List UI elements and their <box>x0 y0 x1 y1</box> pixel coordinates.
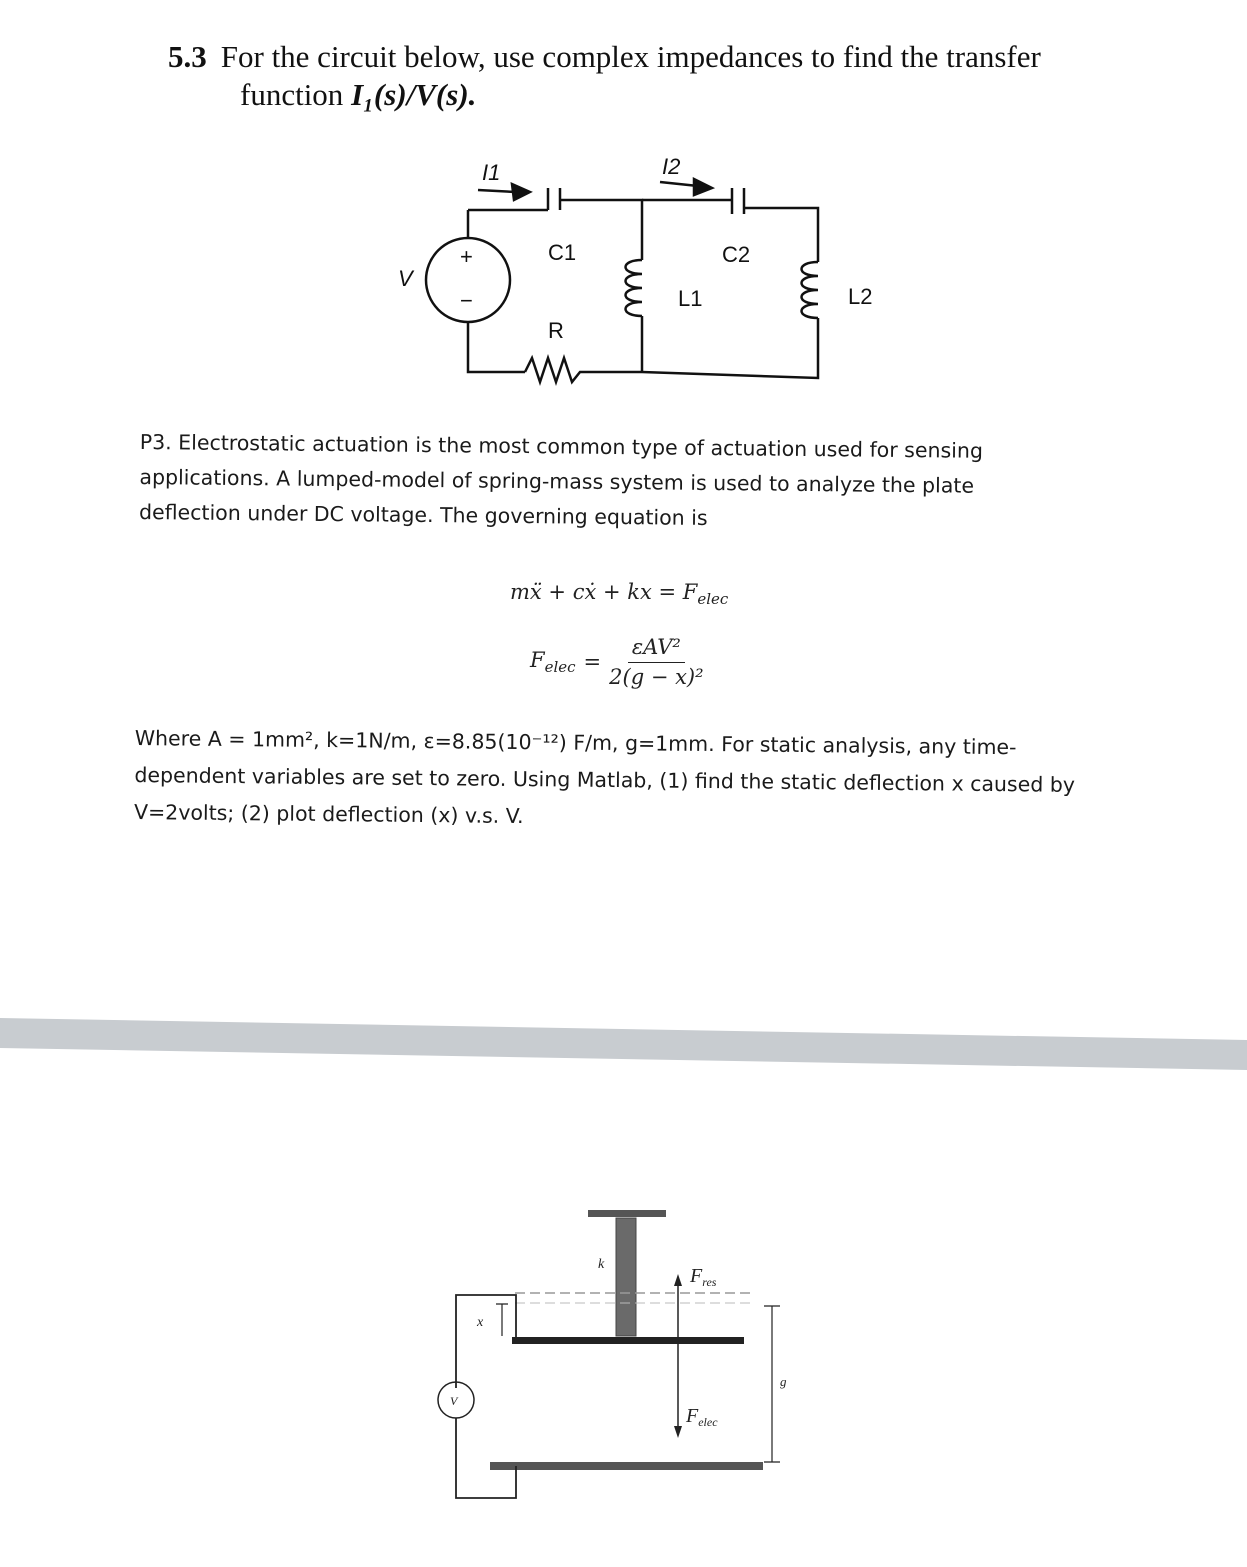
label-plus: + <box>460 244 473 269</box>
g-dimension <box>764 1306 780 1462</box>
equation2-equals: = <box>583 650 602 674</box>
problem-5-3-text: For the circuit below, use complex impedances to find the transfer <box>220 39 1041 74</box>
label-f-elec: F <box>686 1405 699 1427</box>
x-dimension <box>496 1304 508 1336</box>
equation2-denominator: 2(g − x)² <box>609 665 704 689</box>
fixed-plate <box>490 1462 763 1470</box>
capacitor-c1 <box>548 188 560 210</box>
label-i2: I2 <box>662 154 681 179</box>
function-word: function <box>240 77 344 112</box>
label-l1: L1 <box>678 286 703 311</box>
problem-5-3 <box>168 38 1108 114</box>
equation2-lhs: F <box>530 647 545 672</box>
label-k: k <box>598 1257 605 1272</box>
label-v: V <box>398 266 413 291</box>
resistor <box>525 358 642 382</box>
transfer-function-expression: I₁(s)/V(s). <box>351 77 477 112</box>
label-c2: C2 <box>722 242 751 267</box>
label-l2: L2 <box>848 284 873 309</box>
label-v-source: V <box>450 1394 458 1408</box>
spring <box>616 1218 636 1336</box>
label-f-res-sub: res <box>702 1275 717 1289</box>
capacitor-c2 <box>732 188 744 214</box>
equation2-lhs-subscript: elec <box>544 658 576 677</box>
movable-plate <box>512 1337 744 1344</box>
inductor-l2 <box>802 262 819 318</box>
label-f-res: F <box>690 1265 703 1287</box>
label-f-elec-sub: elec <box>698 1415 718 1429</box>
label-r: R <box>548 318 564 343</box>
problem-5-3-line2 <box>168 76 1108 114</box>
label-c1: C1 <box>548 240 577 265</box>
svg-text:Felec <box>685 1405 718 1429</box>
circuit-diagram <box>380 150 900 400</box>
section-divider <box>0 1018 1247 1070</box>
equation1-lhs: mẍ + cẋ + kx = F <box>510 580 698 604</box>
problem-5-3-line1 <box>168 38 1108 76</box>
current-arrow-i1 <box>478 190 516 192</box>
mems-actuator-figure <box>420 1200 820 1510</box>
governing-equation <box>510 580 728 608</box>
problem-number: 5.3 <box>168 39 207 74</box>
where-paragraph: Where A = 1mm², k=1N/m, ε=8.85(10⁻¹²) F/m, g=1mm. For static analysis, any time-dependent variables are set to zero. Using Matlab, (1) find the static deflection x caused by V=2volts; (2) plot deflection (x) v.s. V. <box>133 725 1076 829</box>
p3-paragraph: P3. Electrostatic actuation is the most common type of actuation used for sensing applications. A lumped-model of spring-mass system is used to analyze the plate deflection under DC voltage. The governing equation is <box>138 429 984 530</box>
label-g: g <box>780 1374 787 1389</box>
current-arrow-i2 <box>660 182 698 186</box>
equation1-subscript: elec <box>697 590 729 609</box>
label-minus: − <box>460 288 473 313</box>
equation2-numerator: εAV² <box>628 635 685 663</box>
force-equation <box>530 635 704 689</box>
label-i1: I1 <box>482 160 501 185</box>
label-x: x <box>477 1315 484 1330</box>
equation2-fraction <box>609 635 703 689</box>
top-anchor <box>588 1210 666 1217</box>
svg-text:Fres <box>689 1265 717 1289</box>
inductor-l1 <box>626 260 643 316</box>
